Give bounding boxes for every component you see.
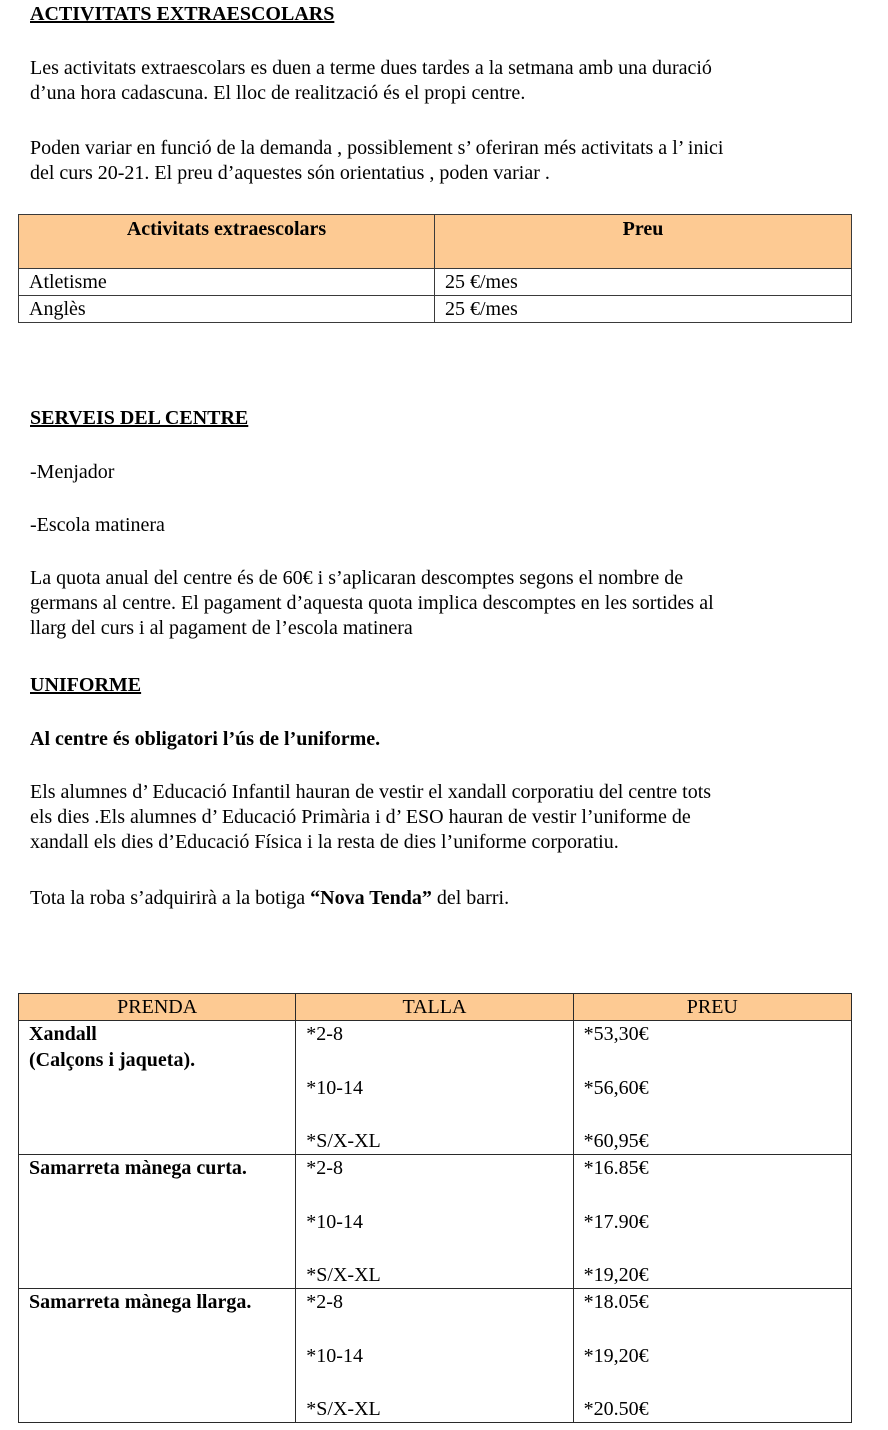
column-header-price: Preu [435, 215, 852, 269]
text-line: xandall els dies d’Educació Física i la resta de dies l’uniforme corporatiu. [30, 831, 619, 853]
shop-suffix: del barri. [431, 887, 510, 909]
prices-cell [573, 1289, 851, 1423]
uniform-description [30, 780, 860, 855]
activity-name: Atletisme [19, 269, 435, 296]
garment-name-line: Samarreta mànega llarga. [29, 1291, 252, 1313]
service-item-escola-matinera: -Escola matinera [30, 514, 165, 536]
table-header-row [19, 994, 852, 1021]
table-row [19, 269, 852, 296]
text-line: del curs 20-21. El preu d’aquestes són orientatius , poden variar . [30, 162, 550, 184]
garment-name-line: Samarreta mànega curta. [29, 1157, 247, 1179]
price-value: *20.50€ [583, 1398, 649, 1420]
garment-name [19, 1021, 296, 1155]
garment-name [19, 1155, 296, 1289]
price-value: *19,20€ [583, 1264, 649, 1286]
activities-table [18, 214, 852, 323]
size-value: *2-8 [306, 1291, 343, 1313]
garment-name-line: (Calçons i jaqueta). [29, 1049, 196, 1071]
text-line: els dies .Els alumnes d’ Educació Primària i d’ ESO hauran de vestir l’uniforme de [30, 806, 691, 828]
prices-cell [573, 1021, 851, 1155]
text-line: germans al centre. El pagament d’aquesta quota implica descomptes en les sortides al [30, 592, 714, 614]
quota-paragraph [30, 566, 860, 641]
price-value: *18.05€ [583, 1291, 649, 1313]
shop-name: “Nova Tenda” [310, 887, 432, 909]
size-value: *S/X-XL [306, 1130, 381, 1152]
column-header-talla: TALLA [296, 994, 573, 1021]
uniform-heading: UNIFORME [30, 674, 142, 696]
shop-notice [30, 886, 860, 911]
column-header-prenda: PRENDA [19, 994, 296, 1021]
text-line: Els alumnes d’ Educació Infantil hauran de vestir el xandall corporatiu del centre tots [30, 781, 712, 803]
table-row [19, 1155, 852, 1289]
activities-paragraph-1 [30, 56, 860, 106]
uniform-mandatory-notice: Al centre és obligatori l’ús de l’uniforme. [30, 728, 381, 750]
table-row [19, 296, 852, 323]
text-line: d’una hora cadascuna. El lloc de realització és el propi centre. [30, 82, 526, 104]
text-line: llarg del curs i al pagament de l’escola matinera [30, 617, 413, 639]
size-value: *2-8 [306, 1023, 343, 1045]
prices-cell [573, 1155, 851, 1289]
shop-prefix: Tota la roba s’adquirirà a la botiga [30, 887, 311, 909]
service-item-menjador: -Menjador [30, 461, 115, 483]
services-heading: SERVEIS DEL CENTRE [30, 407, 249, 429]
table-row [19, 1021, 852, 1155]
garment-name-line: Xandall [29, 1023, 97, 1045]
price-value: *56,60€ [583, 1077, 649, 1099]
price-value: *19,20€ [583, 1345, 649, 1367]
uniform-price-table [18, 993, 852, 1423]
price-value: *60,95€ [583, 1130, 649, 1152]
size-value: *10-14 [306, 1345, 363, 1367]
price-value: *53,30€ [583, 1023, 649, 1045]
table-row [19, 1289, 852, 1423]
price-value: *17.90€ [583, 1211, 649, 1233]
sizes-cell [296, 1155, 573, 1289]
size-value: *10-14 [306, 1211, 363, 1233]
sizes-cell [296, 1289, 573, 1423]
garment-name [19, 1289, 296, 1423]
size-value: *S/X-XL [306, 1398, 381, 1420]
size-value: *2-8 [306, 1157, 343, 1179]
column-header-activity: Activitats extraescolars [19, 215, 435, 269]
text-line: Poden variar en funció de la demanda , possiblement s’ oferiran més activitats a l’ inici [30, 137, 724, 159]
size-value: *S/X-XL [306, 1264, 381, 1286]
price-value: *16.85€ [583, 1157, 649, 1179]
activity-price: 25 €/mes [435, 269, 852, 296]
activities-paragraph-2 [30, 136, 860, 186]
table-header-row [19, 215, 852, 269]
column-header-preu: PREU [573, 994, 851, 1021]
activity-price: 25 €/mes [435, 296, 852, 323]
activities-heading: ACTIVITATS EXTRAESCOLARS [30, 3, 335, 25]
text-line: La quota anual del centre és de 60€ i s’aplicaran descomptes segons el nombre de [30, 567, 684, 589]
size-value: *10-14 [306, 1077, 363, 1099]
sizes-cell [296, 1021, 573, 1155]
activity-name: Anglès [19, 296, 435, 323]
text-line: Les activitats extraescolars es duen a terme dues tardes a la setmana amb una duració [30, 57, 712, 79]
